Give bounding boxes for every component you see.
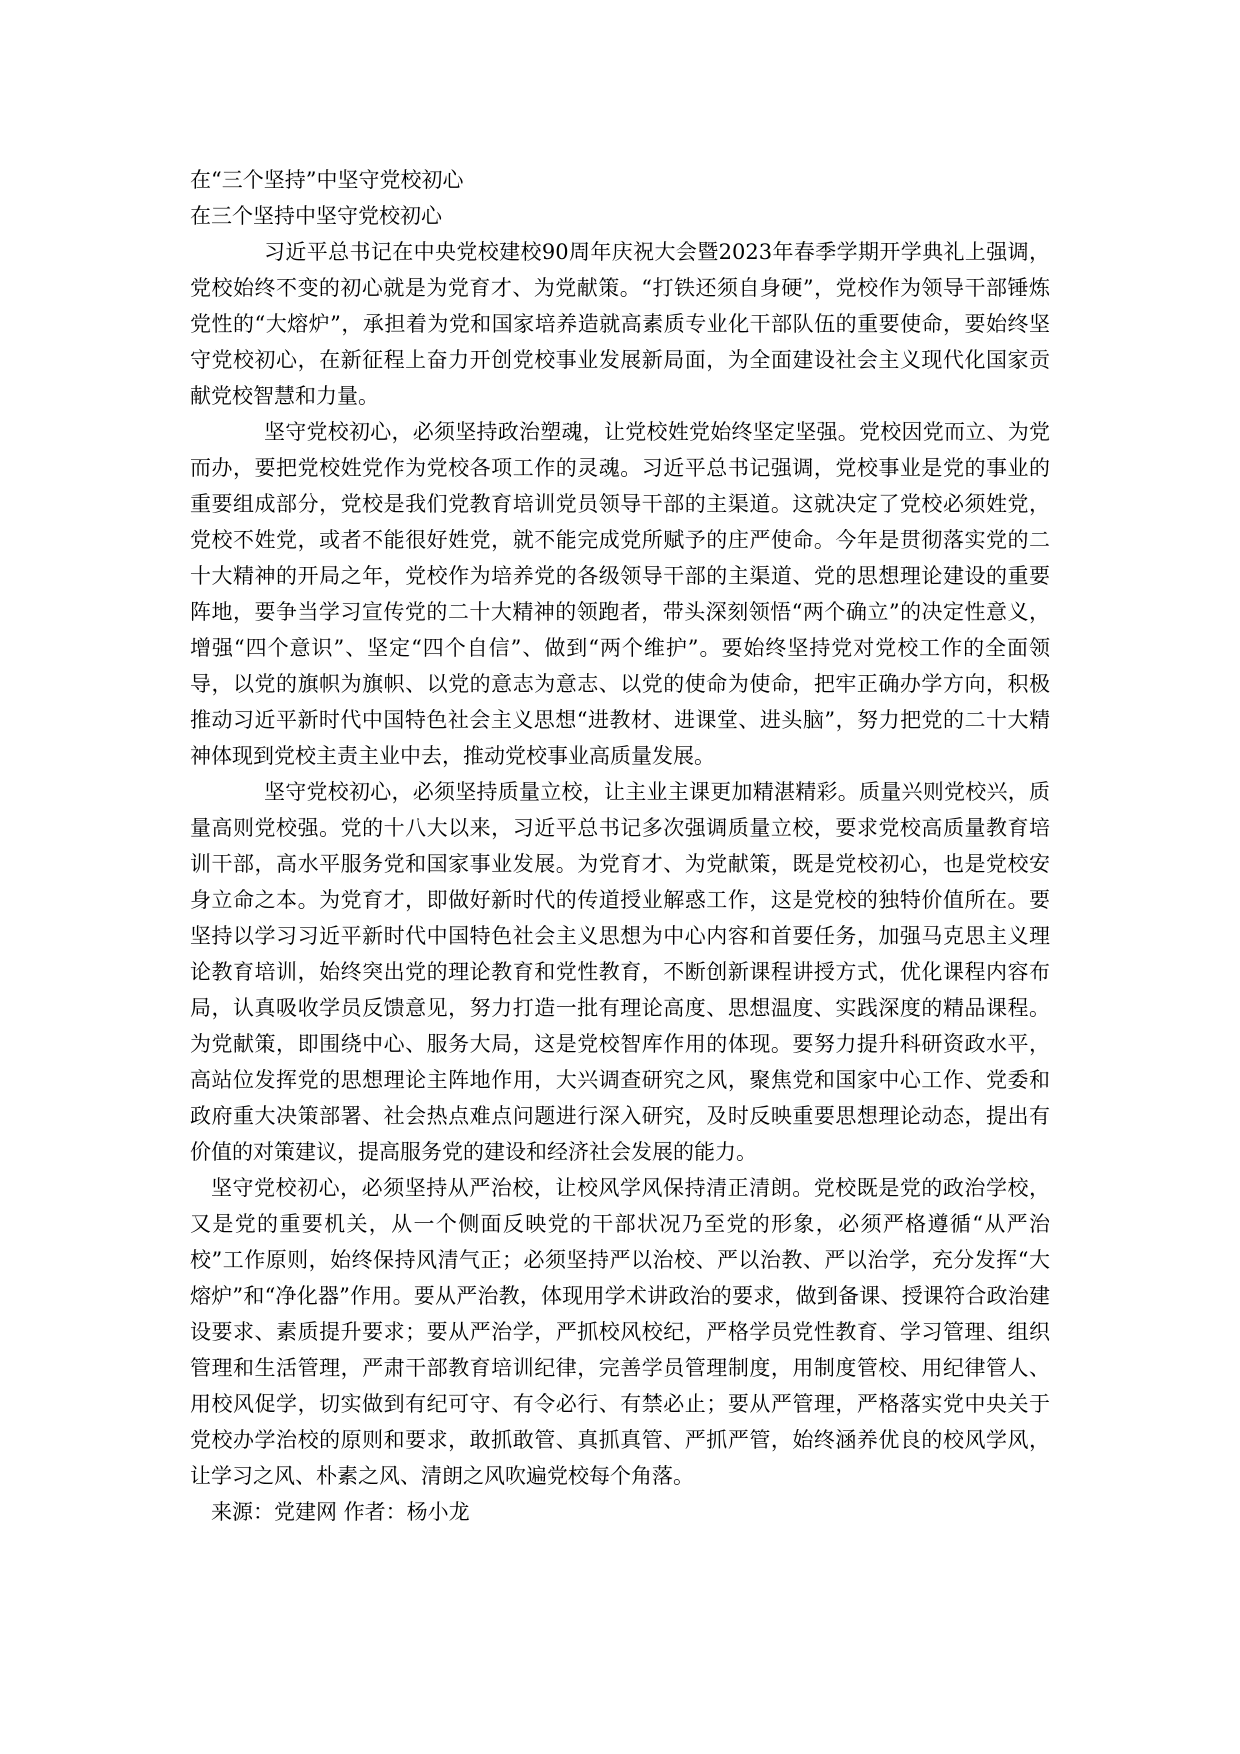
document-page xyxy=(190,162,1050,1530)
paragraph-political: 坚守党校初心，必须坚持政治塑魂，让党校姓党始终坚定坚强。党校因党而立、为党而办，要把党校姓党作为党校各项工作的灵魂。习近平总书记强调，党校事业是党的事业的重要组成部分，党校是我们党教育培训党员领导干部的主渠道。这就决定了党校必须姓党，党校不姓党，或者不能很好姓党，就不能完成党所赋予的庄严使命。今年是贯彻落实党的二十大精神的开局之年，党校作为培养党的各级领导干部的主渠道、党的思想理论建设的重要阵地，要争当学习宣传党的二十大精神的领跑者，带头深刻领悟“两个确立”的决定性意义，增强“四个意识”、坚定“四个自信”、做到“两个维护”。要始终坚持党对党校工作的全面领导，以党的旗帜为旗帜、以党的意志为意志、以党的使命为使命，把牢正确办学方向，积极推动习近平新时代中国特色社会主义思想“进教材、进课堂、进头脑”，努力把党的二十大精神体现到党校主责主业中去，推动党校事业高质量发展。 xyxy=(190,420,1050,768)
paragraph-quality: 坚守党校初心，必须坚持质量立校，让主业主课更加精湛精彩。质量兴则党校兴，质量高则党校强。党的十八大以来，习近平总书记多次强调质量立校，要求党校高质量教育培训干部，高水平服务党和国家事业发展。为党育才、为党献策，既是党校初心，也是党校安身立命之本。为党育才，即做好新时代的传道授业解惑工作，这是党校的独特价值所在。要坚持以学习习近平新时代中国特色社会主义思想为中心内容和首要任务，加强马克思主义理论教育培训，始终突出党的理论教育和党性教育，不断创新课程讲授方式，优化课程内容布局，认真吸收学员反馈意见，努力打造一批有理论高度、思想温度、实践深度的精品课程。为党献策，即围绕中心、服务大局，这是党校智库作用的体现。要努力提升科研资政水平，高站位发挥党的思想理论主阵地作用，大兴调查研究之风，聚焦党和国家中心工作、党委和政府重大决策部署、社会热点难点问题进行深入研究，及时反映重要思想理论动态，提出有价值的对策建议，提高服务党的建设和经济社会发展的能力。 xyxy=(190,780,1050,1164)
document-subtitle: 在三个坚持中坚守党校初心 xyxy=(190,204,442,228)
source-attribution: 来源：党建网 作者：杨小龙 xyxy=(211,1500,470,1524)
paragraph-strict: 坚守党校初心，必须坚持从严治校，让校风学风保持清正清朗。党校既是党的政治学校，又是党的重要机关，从一个侧面反映党的干部状况乃至党的形象，必须严格遵循“从严治校”工作原则，始终保持风清气正；必须坚持严以治校、严以治教、严以治学，充分发挥“大熔炉”和“净化器”作用。要从严治教，体现用学术讲政治的要求，做到备课、授课符合政治建设要求、素质提升要求；要从严治学，严抓校风校纪，严格学员党性教育、学习管理、组织管理和生活管理，严肃干部教育培训纪律，完善学员管理制度，用制度管校、用纪律管人、用校风促学，切实做到有纪可守、有令必行、有禁必止；要从严管理，严格落实党中央关于党校办学治校的原则和要求，敢抓敢管、真抓真管、严抓严管，始终涵养优良的校风学风，让学习之风、朴素之风、清朗之风吹遍党校每个角落。 xyxy=(190,1176,1050,1488)
paragraph-intro: 习近平总书记在中央党校建校90周年庆祝大会暨2023年春季学期开学典礼上强调，党校始终不变的初心就是为党育才、为党献策。“打铁还须自身硬”，党校作为领导干部锤炼党性的“大熔炉”，承担着为党和国家培养造就高素质专业化干部队伍的重要使命，要始终坚守党校初心，在新征程上奋力开创党校事业发展新局面，为全面建设社会主义现代化国家贡献党校智慧和力量。 xyxy=(190,240,1050,408)
document-title: 在“三个坚持”中坚守党校初心 xyxy=(190,168,464,192)
